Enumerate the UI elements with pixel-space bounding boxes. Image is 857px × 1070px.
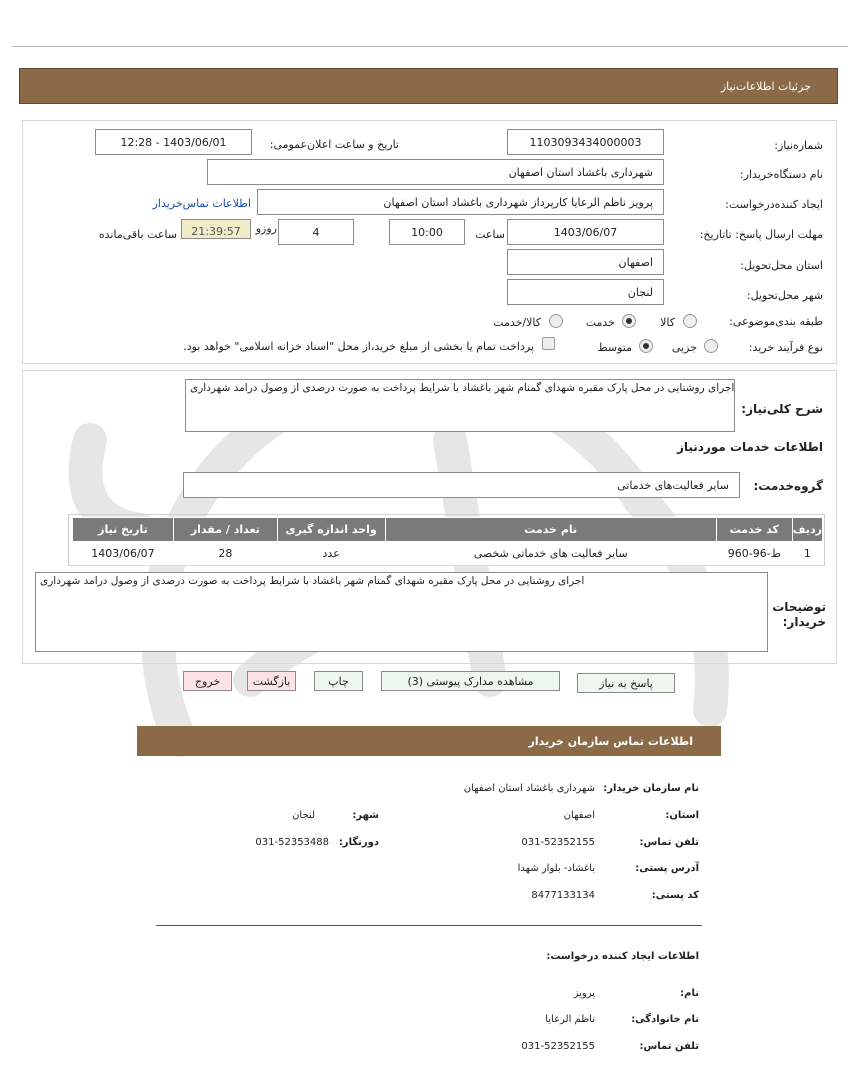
fax-value: 031-52353488	[255, 837, 329, 848]
page-header	[19, 68, 838, 104]
process-label: نوع فرآیند خرید:	[748, 341, 823, 354]
contact-divider	[156, 925, 702, 926]
treasury-payment-checkbox[interactable]	[542, 337, 555, 350]
contact-header	[137, 726, 721, 756]
deadline-date-field: 1403/06/07	[507, 219, 664, 245]
category-option-goods: کالا	[660, 316, 675, 329]
province-field: اصفهان	[507, 249, 664, 275]
category-option-goods-service: کالا/خدمت	[493, 316, 541, 329]
table-row	[73, 542, 823, 566]
top-divider	[12, 46, 848, 47]
col-unit: واحد اندازه گیری	[277, 518, 385, 542]
days-label: روزو	[255, 222, 277, 235]
process-option-minor: جزیی	[671, 341, 697, 354]
table-header-row	[73, 518, 823, 542]
postal-label: کد پستی:	[651, 890, 699, 901]
days-field: 4	[278, 219, 354, 245]
province-label: استان محل‌تحویل:	[740, 259, 823, 272]
back-button[interactable]: بازگشت	[247, 671, 296, 691]
service-group-label: گروه‌خدمت:	[753, 479, 823, 493]
services-title: اطلاعات خدمات موردنیاز	[676, 440, 823, 454]
category-radio-goods-service[interactable]	[549, 314, 563, 328]
category-label: طبقه بندی‌موضوعی:	[729, 315, 823, 328]
creator-info-title: اطلاعات ایجاد کننده درخواست:	[546, 951, 699, 962]
col-service-code: کد خدمت	[716, 518, 792, 542]
announce-field: 1403/06/01 - 12:28	[95, 129, 252, 155]
org-label: نام سازمان خریدار:	[603, 783, 699, 794]
contact-phone-label: تلفن تماس:	[639, 837, 699, 848]
process-option-medium: متوسط	[597, 341, 632, 354]
buyer-field: شهرداری باغشاد استان اصفهان	[207, 159, 664, 185]
creator-name-value: پرویز	[573, 988, 595, 999]
address-label: آدرس پستی:	[635, 863, 699, 874]
col-service-name: نام خدمت	[385, 518, 716, 542]
service-group-field: سایر فعالیت‌های خدماتی	[183, 472, 740, 498]
announce-label: تاریخ و ساعت اعلان‌عمومی:	[269, 138, 399, 151]
contact-province-label: استان:	[665, 810, 699, 821]
cell-unit: عدد	[277, 542, 385, 566]
cell-service-code: ط-96-960	[716, 542, 792, 566]
creator-field: پرویز ناظم الرعایا کارپرداز شهرداری باغشاد استان اصفهان	[257, 189, 664, 215]
buyer-label: نام دستگاه‌خریدار:	[739, 168, 823, 181]
process-radio-minor[interactable]	[704, 339, 718, 353]
process-radio-medium[interactable]	[639, 339, 653, 353]
org-value: شهرداری باغشاد استان اصفهان	[463, 783, 595, 794]
need-number-label: شماره‌نیاز:	[774, 139, 823, 152]
category-option-service: خدمت	[585, 316, 615, 329]
need-number-field: 1103093434000003	[507, 129, 664, 155]
summary-textarea: اجرای روشنایی در محل پارک مقبره شهدای گمنام شهر باغشاد با شرایط پرداخت به صورت درصدی از وصول درامد شهرداری	[185, 379, 735, 432]
services-table	[72, 517, 823, 566]
contact-title: اطلاعات تماس سازمان خریدار	[528, 735, 693, 748]
contact-phone-value: 031-52352155	[521, 837, 595, 848]
exit-button[interactable]: خروج	[183, 671, 232, 691]
contact-city-label: شهر:	[352, 810, 379, 821]
page-title: جزئیات اطلاعات‌نیاز	[720, 80, 811, 93]
city-label: شهر محل‌تحویل:	[746, 289, 823, 302]
creator-phone-label: تلفن تماس:	[639, 1041, 699, 1052]
category-radio-service[interactable]	[622, 314, 636, 328]
contact-province-value: اصفهان	[563, 810, 595, 821]
deadline-label: مهلت ارسال پاسخ: تاتاریخ:	[699, 228, 823, 241]
creator-name-label: نام:	[680, 988, 699, 999]
cell-need-date: 1403/06/07	[73, 542, 174, 566]
treasury-payment-note: پرداخت تمام یا بخشی از مبلغ خرید،از محل "اسناد خزانه اسلامی" خواهد بود.	[183, 340, 534, 353]
creator-phone-value: 031-52352155	[521, 1041, 595, 1052]
time-label: ساعت	[475, 228, 505, 241]
creator-family-label: نام خانوادگی:	[631, 1014, 699, 1025]
category-radio-goods[interactable]	[683, 314, 697, 328]
fax-label: دورنگار:	[338, 837, 379, 848]
cell-service-name: سایر فعالیت های خدماتی شخصی	[385, 542, 716, 566]
remaining-label: ساعت باقی‌مانده	[98, 228, 177, 241]
cell-quantity: 28	[173, 542, 277, 566]
buyer-notes-label: توضیحات خریدار:	[772, 600, 826, 629]
remaining-timer: 21:39:57	[181, 219, 251, 239]
cell-row-number: 1	[792, 542, 822, 566]
col-quantity: تعداد / مقدار	[173, 518, 277, 542]
col-need-date: تاریخ نیاز	[73, 518, 174, 542]
deadline-time-field: 10:00	[389, 219, 465, 245]
attachments-button[interactable]: مشاهده مدارک پیوستی (3)	[381, 671, 560, 691]
address-value: باغشاد- بلوار شهدا	[517, 863, 595, 874]
print-button[interactable]: چاپ	[314, 671, 363, 691]
reply-button[interactable]: پاسخ به نیاز	[577, 673, 675, 693]
contact-city-value: لنجان	[292, 810, 315, 821]
creator-label: ایجاد کننده‌درخواست:	[725, 198, 823, 211]
city-field: لنجان	[507, 279, 664, 305]
buyer-contact-link[interactable]: اطلاعات تماس‌خریدار	[152, 197, 251, 210]
creator-family-value: ناظم الرعایا	[545, 1014, 595, 1025]
buyer-notes-textarea: اجرای روشنایی در محل پارک مقبره شهدای گمنام شهر باغشاد با شرایط پرداخت به صورت درصدی از وصول درامد شهرداری	[35, 572, 768, 652]
col-row-number: ردیف	[792, 518, 822, 542]
summary-label: شرح کلی‌نیاز:	[741, 402, 823, 416]
postal-value: 8477133134	[531, 890, 595, 901]
